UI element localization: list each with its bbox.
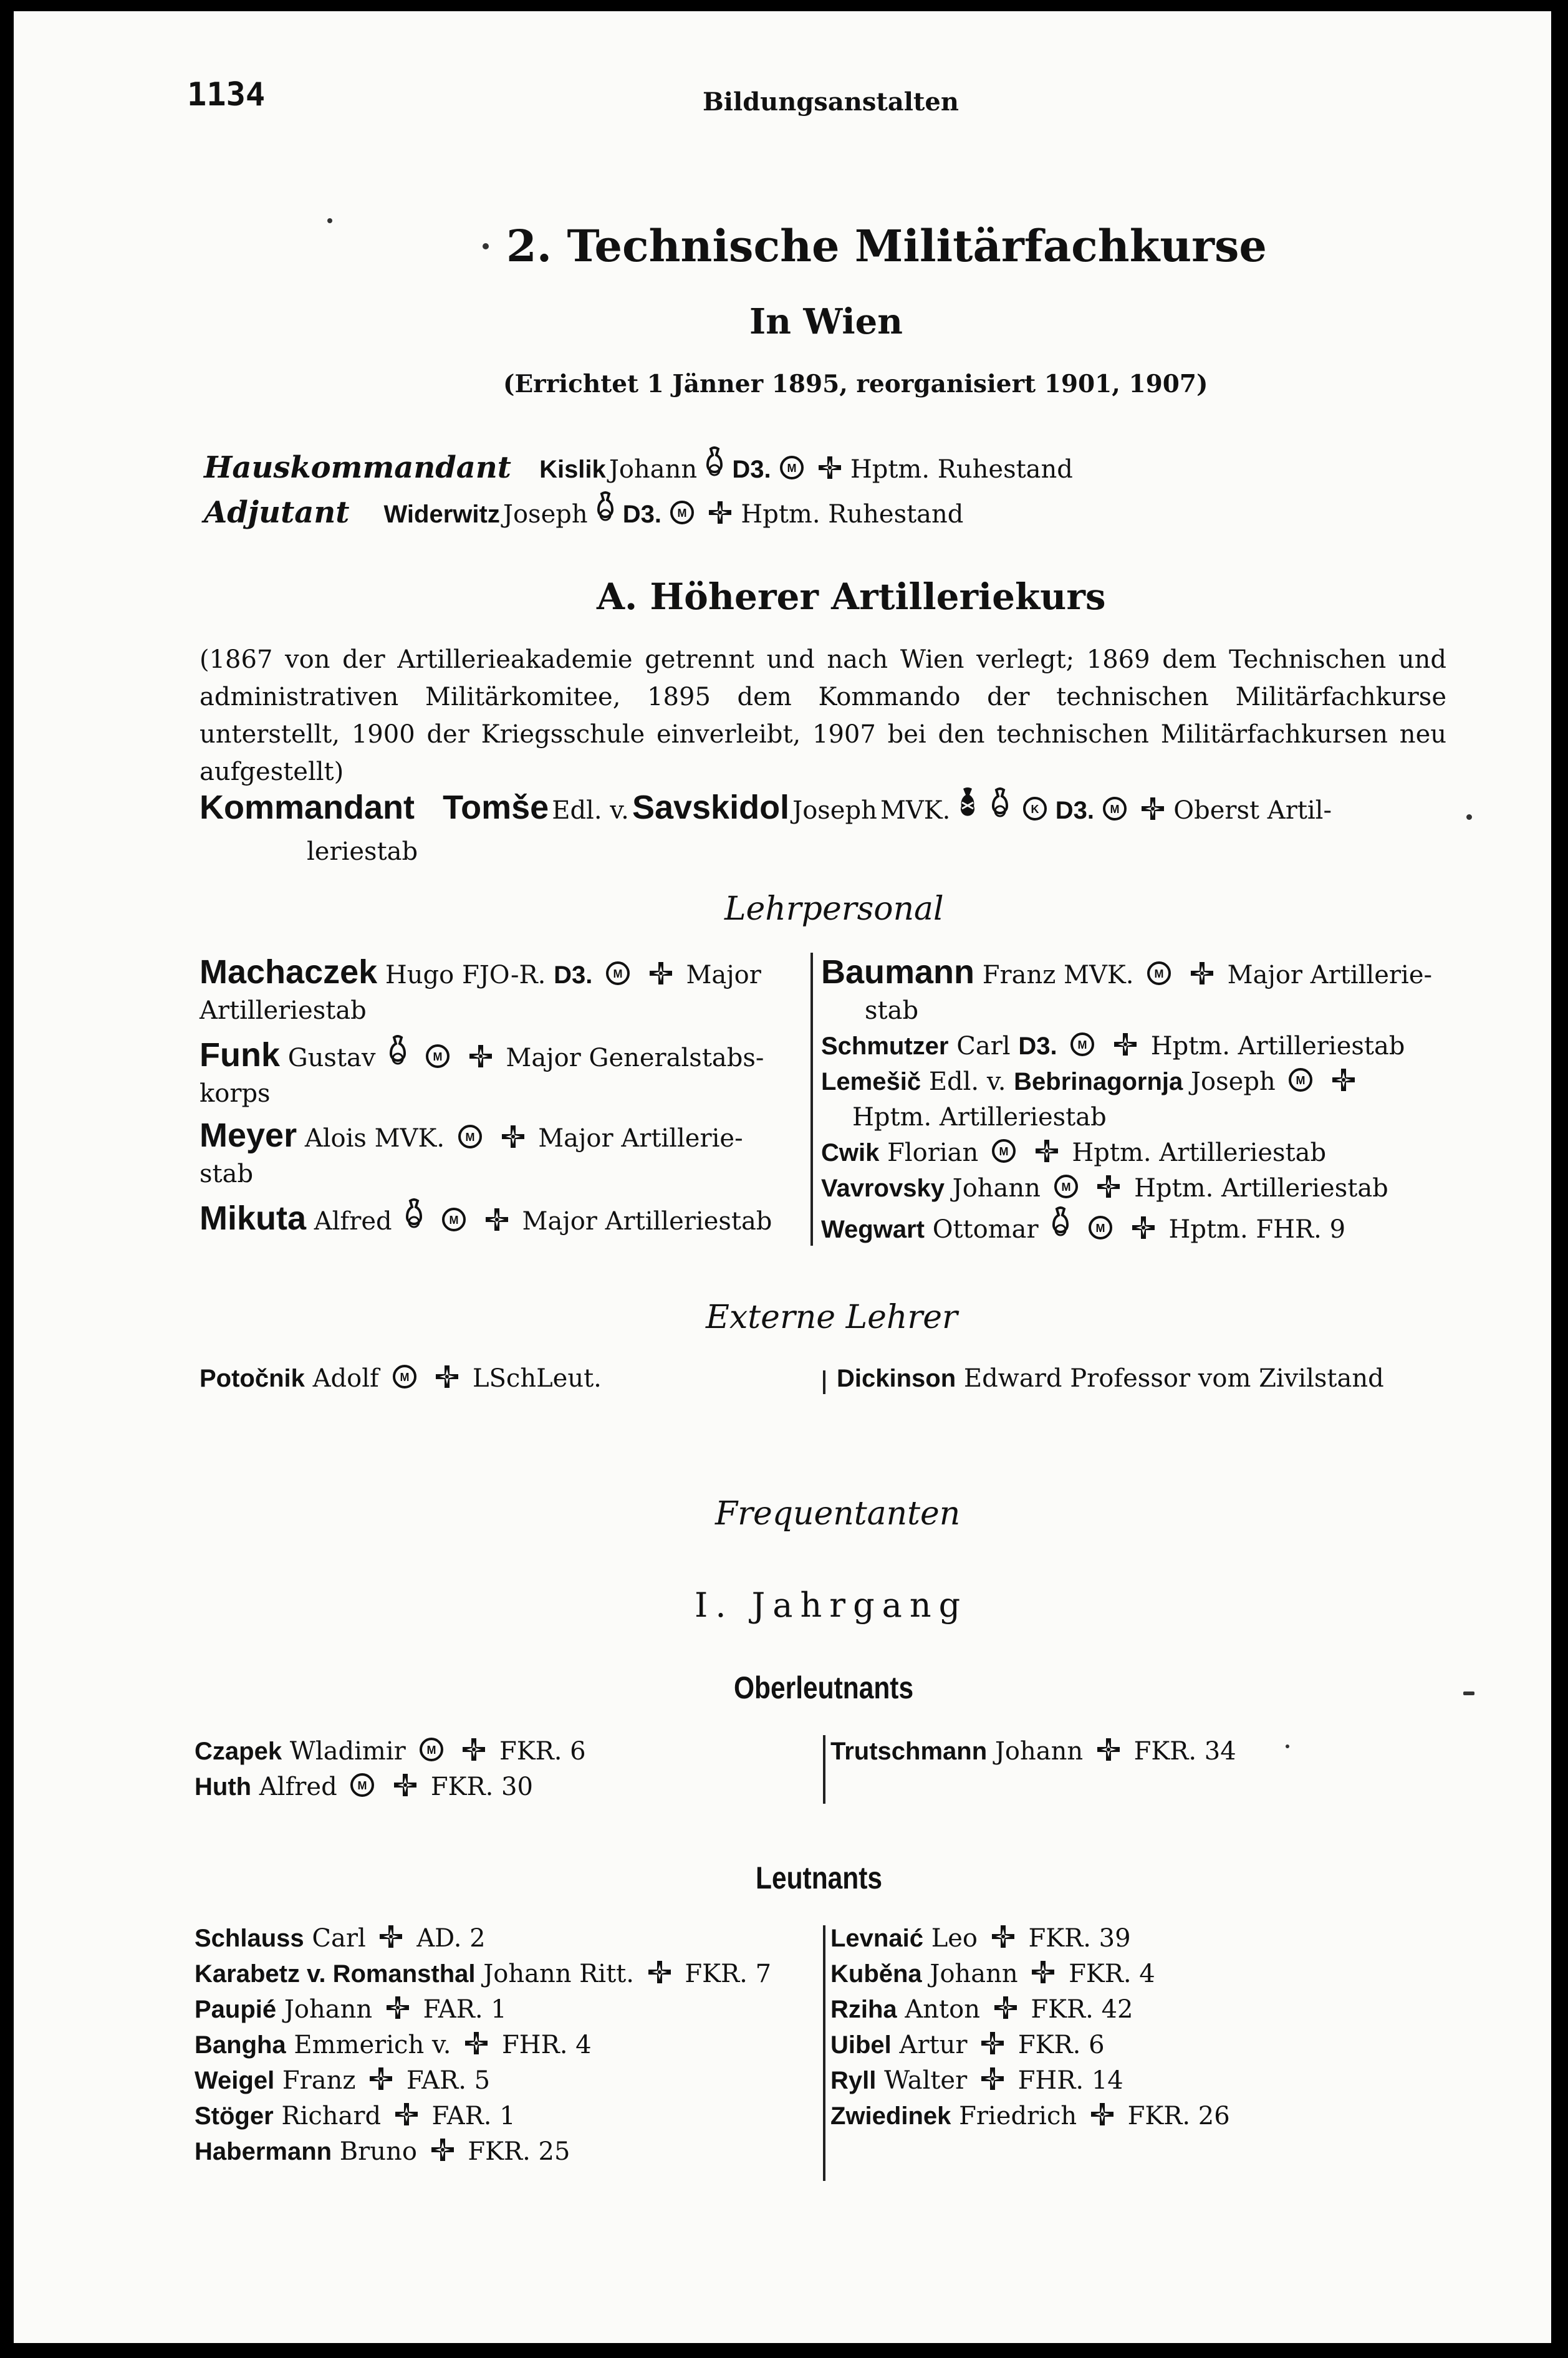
student-given: Franz [282, 2066, 356, 2095]
teacher-given: Adolf [312, 1364, 379, 1393]
military-cross-icon [385, 1995, 410, 2020]
student-entry [830, 1734, 1236, 1769]
teacher-entry-cont: stab [865, 996, 919, 1025]
commandant-given: Joseph [792, 796, 877, 825]
student-entry [195, 1921, 771, 1956]
commandant-mvk: MVK. [880, 796, 951, 825]
teacher-entry-cont: stab [200, 1160, 254, 1188]
student-given: Emmerich v. [294, 2031, 451, 2059]
student-entry [195, 2028, 771, 2063]
oberleutnants-heading: Oberleutnants [734, 1670, 914, 1705]
teacher-entry [821, 1064, 1445, 1100]
military-cross-icon [464, 2031, 489, 2056]
staff-role: Hauskommandant [204, 450, 511, 485]
military-cross-icon [378, 1924, 403, 1949]
staff-surname: Widerwitz [383, 501, 500, 528]
teacher-surname2: Bebrinagornja [1014, 1068, 1183, 1095]
military-cross-icon [648, 961, 673, 986]
teacher-surname: Vavrovsky [821, 1175, 945, 1202]
merit-medal-icon [991, 1138, 1016, 1163]
teacher-rank: Hptm. Artilleriestab [1134, 1174, 1388, 1203]
student-surname: Paupié [195, 1996, 277, 2023]
scan-speck [327, 218, 332, 223]
established-note: (Errichtet 1 Jänner 1895, reorganisiert 1901, 1907) [503, 370, 1208, 398]
military-cross-icon [1034, 1138, 1059, 1163]
teacher-given: Alfred [314, 1207, 392, 1236]
d3-mark: D3. [1055, 797, 1095, 824]
military-cross-icon [430, 2137, 455, 2162]
student-given: Alfred [259, 1773, 337, 1801]
student-unit: FKR. 6 [1017, 2031, 1105, 2059]
order-ribbon-icon [958, 787, 977, 821]
teacher-given: Franz MVK. [982, 961, 1134, 989]
military-cross-icon [461, 1737, 486, 1762]
student-surname: Habermann [195, 2138, 332, 2165]
teacher-description: Edward Professor vom Zivilstand [963, 1364, 1384, 1393]
student-unit: FKR. 39 [1028, 1924, 1131, 1953]
frequentanten-heading: Frequentanten [715, 1495, 961, 1533]
d3-mark: D3. [554, 961, 593, 989]
military-cross-icon [817, 455, 842, 480]
student-entry [830, 2099, 1230, 2134]
student-entry [195, 2099, 771, 2134]
merit-medal-icon [441, 1207, 466, 1232]
student-surname: Weigel [195, 2067, 275, 2094]
d3-mark: D3. [1018, 1032, 1057, 1060]
column-divider [823, 1735, 825, 1804]
military-cross-icon [484, 1207, 509, 1232]
merit-medal-icon [1070, 1032, 1095, 1057]
teacher-given: Florian [887, 1138, 979, 1167]
student-unit: FKR. 34 [1133, 1737, 1236, 1766]
military-cross-icon [1096, 1174, 1121, 1199]
student-given: Johann Ritt. [483, 1960, 634, 1988]
teacher-rank: LSchLeut. [472, 1364, 602, 1393]
student-entry [195, 1992, 771, 2028]
student-unit: FKR. 6 [499, 1737, 586, 1766]
section-a-history: (1867 von der Artillerieakademie getrennt und nach Wien verlegt; 1869 dem Technischen und administrativen Militärkomitee, 1895 dem Kommando der technischen Militärfachkurse unterstellt, 1900 der Kriegsschule einverleibt, 1907 bei den technischen Militärfachkursen neu aufgestellt) [200, 645, 1446, 786]
staff-row-hauskommandant [204, 446, 1073, 485]
scan-speck [1463, 1692, 1474, 1695]
ribbon-icon [705, 446, 724, 480]
teacher-given: Gustav [287, 1044, 376, 1072]
commandant-rank: Oberst Artil- [1173, 796, 1332, 825]
merit-medal-icon [425, 1044, 450, 1069]
student-unit: FAR. 1 [423, 1995, 507, 2024]
military-cross-icon [393, 1773, 418, 1797]
student-given: Johann [930, 1960, 1018, 1988]
student-given: Bruno [339, 2137, 417, 2166]
teacher-given: Johann [952, 1174, 1041, 1203]
teacher-edl: Edl. v. [928, 1067, 1006, 1096]
merit-medal-icon [1147, 961, 1171, 986]
teacher-rank: Major Artillerie- [538, 1124, 743, 1153]
page-number: 1134 [187, 76, 266, 113]
teacher-rank: Hptm. Artilleriestab [1150, 1032, 1405, 1061]
student-surname: Huth [195, 1773, 252, 1801]
student-unit: FKR. 25 [468, 2137, 570, 2166]
student-surname: Stöger [195, 2102, 274, 2130]
student-entry [830, 1956, 1230, 1992]
staff-row-adjutant [204, 491, 963, 530]
scan-speck [1286, 1744, 1289, 1748]
teacher-rank: Major Artillerie- [1227, 961, 1432, 989]
student-entry [830, 1921, 1230, 1956]
military-cross-icon [1090, 2102, 1115, 2127]
military-cross-icon [980, 2031, 1005, 2056]
student-unit: FAR. 1 [431, 2102, 516, 2130]
teacher-surname: Funk [200, 1036, 280, 1074]
ribbon-icon [1051, 1206, 1070, 1240]
military-cross-icon [991, 1924, 1016, 1949]
student-unit: AD. 2 [416, 1924, 486, 1953]
teacher-entry-cont: Artilleriestab [200, 996, 367, 1025]
jahrgang-heading: I. Jahrgang [695, 1586, 968, 1625]
teacher-rank: Major Artilleriestab [522, 1207, 772, 1236]
teacher-entry [821, 1135, 1445, 1171]
student-unit: FKR. 4 [1069, 1960, 1155, 1988]
column-divider [823, 1370, 825, 1394]
commandant-rank-continued: leriestab [307, 837, 418, 866]
staff-given: Johann [608, 455, 698, 484]
merit-medal-icon [1288, 1067, 1313, 1092]
commandant-role: Kommandant [200, 789, 415, 826]
student-entry [195, 1956, 771, 1992]
student-given: Leo [931, 1924, 978, 1953]
military-cross-icon [993, 1995, 1018, 2020]
teacher-given: Joseph [1191, 1067, 1276, 1096]
teacher-given: Carl [956, 1032, 1011, 1061]
external-teacher-left [200, 1361, 602, 1397]
running-title: Bildungsanstalten [703, 87, 959, 117]
student-unit: FHR. 4 [501, 2031, 592, 2059]
teacher-surname: Machaczek [200, 953, 378, 991]
student-given: Walter [884, 2066, 968, 2095]
student-entry [195, 2063, 771, 2099]
lehrpersonal-left-column [200, 955, 814, 1239]
teacher-entry [200, 1118, 814, 1157]
merit-medal-icon [419, 1737, 444, 1762]
leutnants-left-column [195, 1921, 771, 2170]
military-cross-icon [1031, 1960, 1056, 1985]
merit-medal-icon [458, 1124, 483, 1149]
student-surname: Rziha [830, 1996, 897, 2023]
page [14, 11, 1551, 2343]
oberleutnants-right-column [830, 1734, 1236, 1769]
student-given: Richard [281, 2102, 382, 2130]
merit-medal-icon [670, 500, 695, 525]
teacher-rank: Major Generalstabs- [506, 1044, 764, 1072]
staff-rank: Hptm. Ruhestand [850, 455, 1073, 484]
merit-medal-icon [1088, 1215, 1113, 1240]
leutnants-right-column [830, 1921, 1230, 2134]
student-surname: Ryll [830, 2067, 877, 2094]
war-medal-icon [1022, 796, 1047, 821]
military-cross-icon [980, 2066, 1005, 2091]
merit-medal-icon [1102, 796, 1127, 821]
student-given: Johann [994, 1737, 1084, 1766]
teacher-surname: Cwik [821, 1139, 880, 1167]
section-a-title: A. Höherer Artilleriekurs [597, 575, 1106, 618]
teacher-entry [821, 1029, 1445, 1064]
military-cross-icon [468, 1044, 493, 1069]
student-given: Anton [905, 1995, 980, 2024]
ribbon-icon [405, 1198, 423, 1232]
student-surname: Zwiedinek [830, 2102, 951, 2130]
teacher-entry [821, 955, 1445, 993]
commandant-row [200, 787, 1332, 827]
student-surname: Karabetz v. Romansthal [195, 1960, 476, 1988]
student-surname: Bangha [195, 2031, 286, 2059]
teacher-surname: Baumann [821, 953, 975, 991]
student-given: Wladimir [289, 1737, 406, 1766]
merit-medal-icon [1054, 1174, 1079, 1199]
student-entry [195, 1734, 586, 1769]
column-divider [823, 1925, 825, 2181]
staff-role: Adjutant [204, 495, 350, 530]
d3-mark: D3. [732, 456, 771, 483]
teacher-rank: Major [686, 961, 761, 989]
teacher-surname: Meyer [200, 1117, 297, 1154]
teacher-entry [200, 1035, 814, 1076]
ribbon-icon [991, 787, 1009, 821]
student-surname: Uibel [830, 2031, 892, 2059]
ribbon-icon [596, 491, 615, 525]
military-cross-icon [1131, 1215, 1156, 1240]
student-unit: FKR. 7 [685, 1960, 772, 1988]
teacher-surname: Potočnik [200, 1365, 305, 1392]
military-cross-icon [1140, 796, 1165, 821]
ribbon-icon [388, 1035, 407, 1069]
teacher-entry-cont: Hptm. Artilleriestab [852, 1103, 1107, 1132]
student-entry [830, 2028, 1230, 2063]
student-given: Johann [284, 1995, 373, 2024]
lehrpersonal-right-column [821, 955, 1445, 1248]
staff-given: Joseph [503, 500, 588, 529]
student-surname: Levnaić [830, 1925, 923, 1952]
teacher-surname: Wegwart [821, 1216, 925, 1243]
military-cross-icon [368, 2066, 393, 2091]
commandant-surname2: Savskidol [632, 789, 790, 826]
staff-rank: Hptm. Ruhestand [741, 500, 964, 529]
military-cross-icon [1096, 1737, 1121, 1762]
oberleutnants-left-column [195, 1734, 586, 1805]
student-unit: FKR. 26 [1127, 2102, 1230, 2130]
student-entry [195, 1769, 586, 1805]
student-unit: FHR. 14 [1017, 2066, 1123, 2095]
d3-mark: D3. [622, 501, 662, 528]
student-surname: Kuběna [830, 1960, 922, 1988]
student-surname: Czapek [195, 1738, 282, 1765]
teacher-rank: Hptm. Artilleriestab [1072, 1138, 1327, 1167]
military-cross-icon [501, 1124, 526, 1149]
externe-heading: Externe Lehrer [706, 1299, 958, 1336]
military-cross-icon [647, 1960, 672, 1985]
teacher-given: Alois MVK. [304, 1124, 445, 1153]
military-cross-icon [1113, 1032, 1138, 1057]
teacher-surname: Schmutzer [821, 1032, 949, 1060]
section-subtitle: In Wien [749, 301, 903, 342]
teacher-entry [200, 955, 814, 993]
commandant-surname: Tomše [443, 789, 549, 826]
teacher-surname: Mikuta [200, 1200, 307, 1237]
student-given: Artur [899, 2031, 968, 2059]
merit-medal-icon [605, 961, 630, 986]
commandant-edl: Edl. v. [552, 796, 629, 825]
merit-medal-icon [779, 455, 804, 480]
teacher-entry [821, 1206, 1445, 1248]
teacher-surname: Lemešič [821, 1068, 921, 1095]
teacher-given: Ottomar [932, 1215, 1039, 1244]
section-title: 2. Technische Militärfachkurse [506, 220, 1267, 272]
scan-speck [1466, 814, 1472, 820]
teacher-given: Hugo FJO-R. [385, 961, 546, 989]
military-cross-icon [1190, 961, 1214, 986]
leutnants-heading: Leutnants [756, 1860, 883, 1895]
student-surname: Trutschmann [830, 1738, 988, 1765]
student-entry [830, 2063, 1230, 2099]
merit-medal-icon [350, 1773, 375, 1797]
student-entry [195, 2134, 771, 2170]
student-unit: FKR. 30 [430, 1773, 533, 1801]
scan-speck [483, 243, 489, 249]
student-unit: FAR. 5 [406, 2066, 491, 2095]
student-surname: Schlauss [195, 1925, 304, 1952]
teacher-entry [200, 1198, 814, 1239]
student-given: Friedrich [959, 2102, 1077, 2130]
military-cross-icon [1331, 1067, 1356, 1092]
military-cross-icon [708, 500, 733, 525]
staff-surname: Kislik [539, 456, 606, 483]
external-teacher-right [837, 1361, 1384, 1397]
military-cross-icon [435, 1364, 459, 1389]
student-unit: FKR. 42 [1031, 1995, 1133, 2024]
military-cross-icon [394, 2102, 419, 2127]
lehrpersonal-heading: Lehrpersonal [724, 890, 944, 928]
merit-medal-icon [392, 1364, 417, 1389]
student-entry [830, 1992, 1230, 2028]
student-given: Carl [312, 1924, 366, 1953]
teacher-surname: Dickinson [837, 1365, 956, 1392]
teacher-entry [821, 1171, 1445, 1206]
teacher-rank: Hptm. FHR. 9 [1168, 1215, 1346, 1244]
teacher-entry-cont: korps [200, 1079, 271, 1108]
